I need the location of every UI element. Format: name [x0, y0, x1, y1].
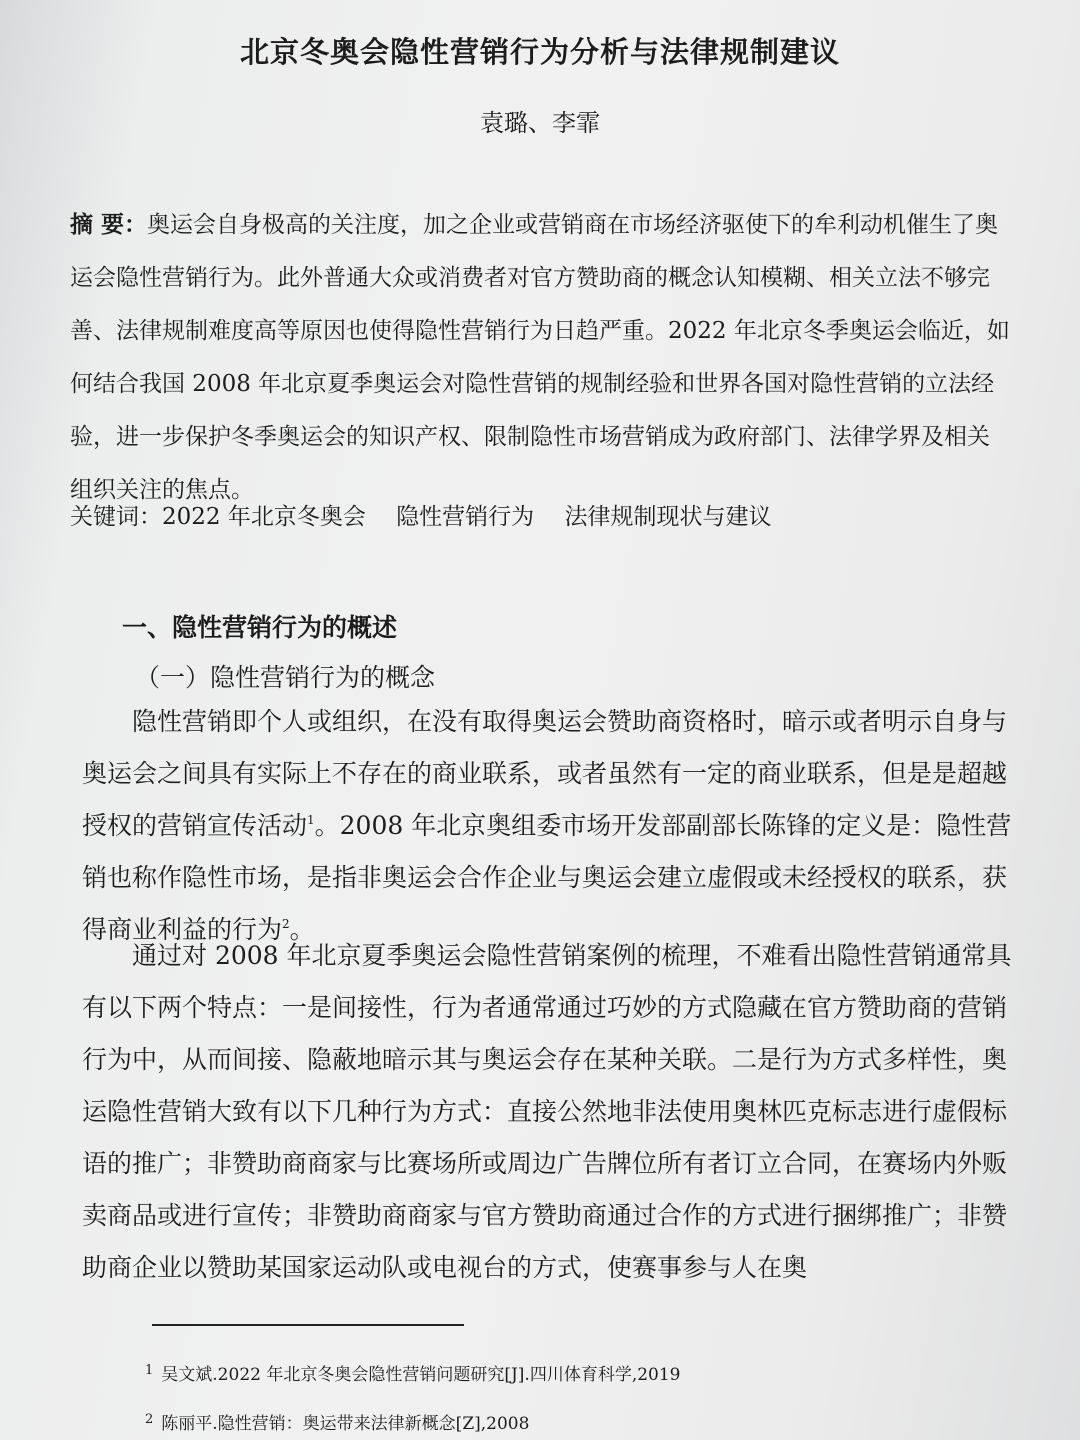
abstract-label: 摘 要：: [70, 211, 148, 238]
footnote-1-number: 1: [145, 1363, 154, 1378]
footnote-1-text: 吴文斌.2022 年北京冬奥会隐性营销问题研究[J].四川体育科学,2019: [161, 1365, 681, 1385]
paper-authors: 袁璐、李霏: [480, 109, 600, 137]
abstract-text: 奥运会自身极高的关注度，加之企业或营销商在市场经济驱使下的牟利动机催生了奥运会隐性营销行为。此外普通大众或消费者对官方赞助商的概念认知模糊、相关立法不够完善、法律规制难度高等原因也使得隐性营销行为日趋严重。2022 年北京冬季奥运会临近，如何结合我国 2008 年北京夏季奥运会对隐性营销的规制经验和世界各国对隐性营销的立法经验，进一步保护冬季奥运会的知识产权、限制隐性市场营销成为政府部门、法律学界及相关组织关注的焦点。: [70, 212, 1010, 503]
footnote-2-text: 陈丽平.隐性营销：奥运带来法律新概念[Z],2008: [161, 1414, 530, 1434]
footnote-ref-2: 2: [282, 917, 290, 931]
para1-part3: 。: [289, 915, 315, 944]
section-heading: 一、隐性营销行为的概述: [122, 613, 398, 642]
body-paragraph-2: 通过对 2008 年北京夏季奥运会隐性营销案例的梳理，不难看出隐性营销通常具有以下两个特点：一是间接性，行为者通常通过巧妙的方式隐藏在官方赞助商的营销行为中，从而间接、隐蔽地暗示其与奥运会存在某种关联。二是行为方式多样性，奥运隐性营销大致有以下几种行为方式：直接公然地非法使用奥林匹克标志进行虚假标语的推广；非赞助商商家与比赛场所或周边广告牌位所有者订立合同，在赛场内外贩卖商品或进行宣传；非赞助商商家与官方赞助商通过合作的方式进行捆绑推广；非赞助商企业以赞助某国家运动队或电视台的方式，使赛事参与人在奥: [82, 941, 1012, 1282]
footnote-divider: [152, 1324, 464, 1326]
footnote-2-number: 2: [145, 1412, 154, 1427]
paper-title: 北京冬奥会隐性营销行为分析与法律规制建议: [239, 35, 840, 69]
footnote-ref-1: 1: [307, 813, 315, 827]
abstract: [70, 198, 1010, 517]
body-paragraph-1: [82, 696, 1018, 956]
para1-part1: 隐性营销即个人或组织，在没有取得奥运会赞助商资格时，暗示或者明示自身与奥运会之间具有实际上不存在的商业联系，或者虽然有一定的商业联系，但是是超越授权的营销宣传活动: [82, 707, 1008, 840]
subsection-heading: （一）隐性营销行为的概念: [135, 663, 436, 692]
keywords-text: 2022 年北京冬奥会 隐性营销行为 法律规制现状与建议: [162, 504, 772, 530]
footnote-1: [145, 1360, 681, 1385]
para1-part2: 。2008 年北京奥组委市场开发部副部长陈锋的定义是：隐性营销也称作隐性市场，是指非奥运会合作企业与奥运会建立虚假或未经授权的联系，获得商业利益的行为: [82, 811, 1012, 944]
keywords-label: 关键词：: [70, 504, 162, 530]
footnote-2: [145, 1409, 529, 1434]
keywords: [70, 498, 771, 531]
